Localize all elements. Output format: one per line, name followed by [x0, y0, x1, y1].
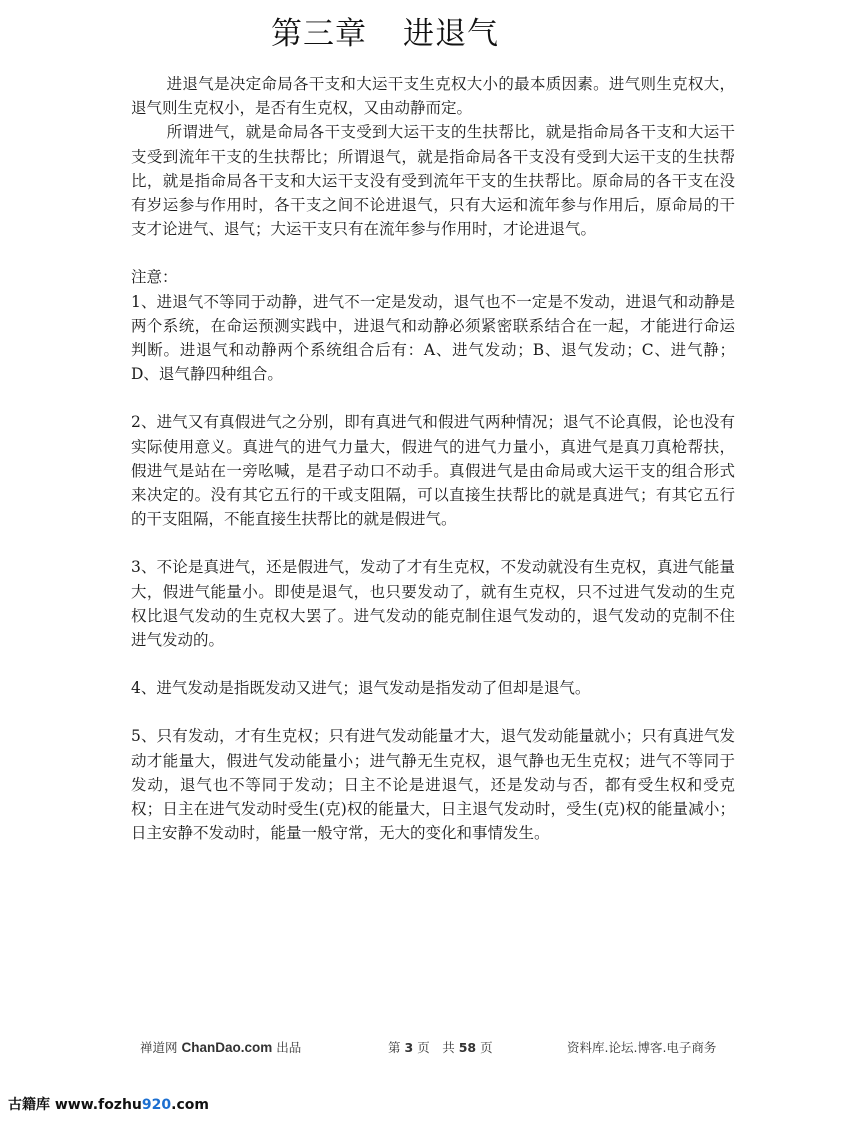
body-text [131, 72, 735, 845]
watermark-url-b: .com [171, 1097, 209, 1113]
watermark [8, 1094, 209, 1114]
note-1: 1、进退气不等同于动静，进气不一定是发动，退气也不一定是不发动，进退气和动静是两个系统，在命运预测实践中，进退气和动静必须紧密联系结合在一起，才能进行命运判断。进退气和动静两个系统组合后有：A、进气发动；B、退气发动；C、进气静；D、退气静四种组合。 [131, 292, 735, 384]
intro-paragraph-1: 进退气是决定命局各干支和大运干支生克权大小的最本质因素。进气则生克权大，退气则生克权小，是否有生克权，又由动静而定。 [131, 75, 735, 118]
notes-label: 注意： [131, 268, 178, 287]
chapter-number: 第三章 [271, 16, 367, 52]
page-mid: 页 共 [417, 1040, 455, 1055]
chapter-name: 进退气 [403, 16, 499, 52]
note-4: 4、进气发动是指既发动又进气；退气发动是指发动了但却是退气。 [131, 679, 591, 698]
page-prefix: 第 [388, 1040, 401, 1055]
page-number: 3 [404, 1040, 414, 1055]
page-footer [0, 1038, 857, 1058]
watermark-url-num: 920 [141, 1097, 172, 1113]
page-suffix: 页 [480, 1040, 493, 1055]
footer-publish: 出品 [276, 1040, 302, 1055]
footer-site-en: ChanDao.com [181, 1040, 273, 1055]
watermark-url [55, 1097, 209, 1113]
watermark-name: 古籍库 [8, 1097, 50, 1113]
footer-page-info [388, 1038, 493, 1056]
watermark-url-a: www.fozhu [54, 1097, 142, 1113]
page-total: 58 [458, 1040, 477, 1055]
intro-paragraph-2: 所谓进气，就是命局各干支受到大运干支的生扶帮比，就是指命局各干支和大运干支受到流年干支的生扶帮比；所谓退气，就是指命局各干支没有受到大运干支的生扶帮比，就是指命局各干支和大运干支没有受到流年干支的生扶帮比。原命局的各干支在没有岁运参与作用时，各干支之间不论进退气，只有大运和流年参与作用后，原命局的干支才论进气、退气；大运干支只有在流年参与作用时，才论进退气。 [131, 123, 735, 239]
note-3: 3、不论是真进气，还是假进气，发动了才有生克权，不发动就没有生克权，真进气能量大，假进气能量小。即使是退气，也只要发动了，就有生克权，只不过进气发动的生克权比退气发动的生克权大罢了。进气发动的能克制住退气发动的，退气发动的克制不住进气发动的。 [131, 558, 735, 650]
footer-site-cn: 禅道网 [140, 1040, 178, 1055]
chapter-title [0, 8, 770, 53]
note-2: 2、进气又有真假进气之分别，即有真进气和假进气两种情况；退气不论真假，论也没有实际使用意义。真进气的进气力量大，假进气的进气力量小，真进气是真刀真枪帮扶，假进气是站在一旁吆喊，是君子动口不动手。真假进气是由命局或大运干支的组合形式来决定的。没有其它五行的干或支阻隔，可以直接生扶帮比的就是真进气；有其它五行的干支阻隔，不能直接生扶帮比的就是假进气。 [131, 413, 735, 529]
footer-tagline: 资料库.论坛.博客.电子商务 [567, 1040, 717, 1055]
note-5: 5、只有发动，才有生克权；只有进气发动能量才大，退气发动能量就小；只有真进气发动才能量大，假进气发动能量小；进气静无生克权，退气静也无生克权；进气不等同于发动，退气也不等同于发动；日主不论是进退气，还是发动与否，都有受生权和受克权；日主在进气发动时受生(克)权的能量大，日主退气发动时，受生(克)权的能量减小；日主安静不发动时，能量一般守常，无大的变化和事情发生。 [131, 727, 735, 843]
footer-publisher [140, 1038, 301, 1056]
